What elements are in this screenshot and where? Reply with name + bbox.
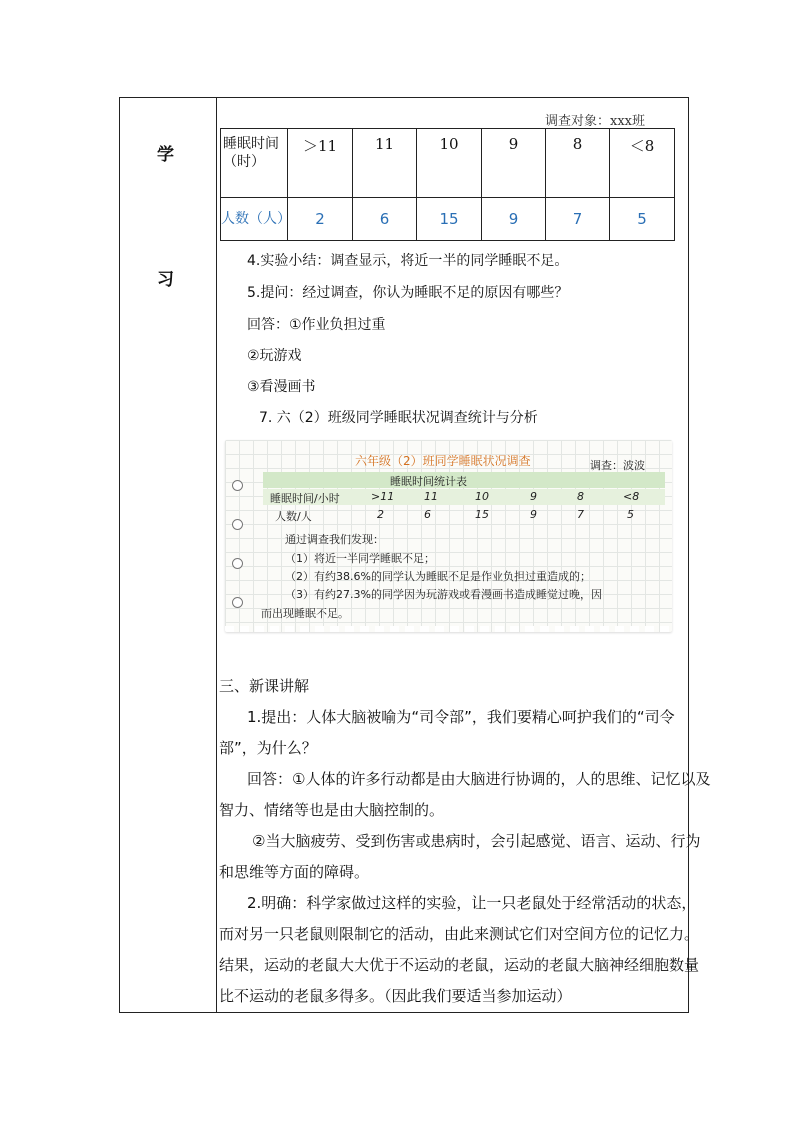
count-header: 人数（人）	[221, 198, 288, 241]
notebook-count: 9	[530, 508, 537, 521]
notebook-hour: <8	[623, 490, 640, 503]
question-text: 5.提问：经过调查，你认为睡眠不足的原因有哪些？	[247, 285, 569, 301]
notebook-intro: 通过调查我们发现：	[285, 533, 384, 546]
count-cell: 7	[546, 198, 610, 241]
notebook-finding: （1）将近一半同学睡眠不足；	[285, 552, 435, 565]
count-cell: 5	[610, 198, 675, 241]
hours-cell: 10	[417, 129, 482, 198]
binder-hole-icon	[232, 480, 243, 491]
answer-3: ③看漫画书	[247, 379, 316, 395]
notebook-count: 15	[475, 508, 489, 521]
notebook-title: 六年级（2）班同学睡眠状况调查	[355, 454, 531, 468]
hours-cell: 11	[353, 129, 417, 198]
notebook-count: 7	[577, 508, 584, 521]
lesson-text: 2.明确：科学家做过这样的实验，让一只老鼠处于经常活动的状态，	[247, 894, 697, 912]
table-row	[221, 129, 675, 198]
notebook-finding: （3）有约27.3%的同学因为玩游戏或看漫画书造成睡觉过晚，因	[285, 588, 602, 601]
binder-hole-icon	[232, 597, 243, 608]
notebook-hour: 8	[577, 490, 584, 503]
lesson-text: 1.提出：人体大脑被喻为“司令部”，我们要精心呵护我们的“司令	[247, 708, 675, 726]
notebook-finding: 而出现睡眠不足。	[261, 607, 349, 620]
summary-text: 4.实验小结：调查显示，将近一半的同学睡眠不足。	[247, 253, 569, 269]
notebook-count: 2	[377, 508, 384, 521]
hours-cell: ＜8	[610, 129, 675, 198]
survey-target: 调查对象：xxx班	[545, 114, 645, 129]
lesson-text: 而对另一只老鼠则限制它的活动，由此来测试它们对空间方位的记忆力。	[219, 925, 700, 943]
stats-title: 7. 六（2）班级同学睡眠状况调查统计与分析	[259, 410, 538, 426]
hours-cell: 9	[482, 129, 546, 198]
count-cell: 9	[482, 198, 546, 241]
notebook-row2-label: 人数/人	[275, 510, 312, 523]
notebook-hour: >11	[371, 490, 395, 503]
count-cell: 6	[353, 198, 417, 241]
side-label-xi: 习	[157, 270, 174, 290]
notebook-survey-image	[225, 440, 672, 632]
count-cell: 15	[417, 198, 482, 241]
column-divider	[216, 97, 217, 1013]
count-cell: 2	[288, 198, 353, 241]
lesson-text: 和思维等方面的障碍。	[219, 863, 370, 881]
lesson-text: 部”，为什么？	[219, 739, 317, 757]
notebook-count: 6	[424, 508, 431, 521]
lesson-text: 结果，运动的老鼠大大优于不运动的老鼠，运动的老鼠大脑神经细胞数量	[219, 956, 700, 974]
notebook-row1-label: 睡眠时间/小时	[270, 492, 340, 505]
answer-2: ②玩游戏	[247, 348, 302, 364]
notebook-hour: 10	[475, 490, 489, 503]
notebook-surveyor: 调查：波波	[590, 459, 645, 472]
hours-cell: ＞11	[288, 129, 353, 198]
answer-1: 回答：①作业负担过重	[247, 317, 386, 333]
lesson-text: 智力、情绪等也是由大脑控制的。	[219, 801, 445, 819]
hours-cell: 8	[546, 129, 610, 198]
table-row	[221, 198, 675, 241]
torn-edge	[225, 626, 672, 632]
binder-hole-icon	[232, 558, 243, 569]
lesson-text: 比不运动的老鼠多得多。（因此我们要适当参加运动）	[219, 987, 572, 1005]
side-label-xue: 学	[157, 145, 174, 165]
notebook-count: 5	[627, 508, 634, 521]
lesson-text: 回答：①人体的许多行动都是由大脑进行协调的，人的思维、记忆以及	[247, 770, 711, 788]
sleep-survey-table	[220, 128, 675, 241]
binder-hole-icon	[232, 519, 243, 530]
notebook-hour: 11	[424, 490, 438, 503]
notebook-finding: （2）有约38.6%的同学认为睡眠不足是作业负担过重造成的；	[285, 570, 591, 583]
section-heading: 三、新课讲解	[219, 677, 310, 695]
notebook-hour: 9	[530, 490, 537, 503]
notebook-table-title: 睡眠时间统计表	[390, 475, 467, 488]
sleep-hours-header: 睡眠时间（时）	[221, 129, 288, 198]
lesson-text: ②当大脑疲劳、受到伤害或患病时，会引起感觉、语言、运动、行为	[252, 832, 701, 850]
